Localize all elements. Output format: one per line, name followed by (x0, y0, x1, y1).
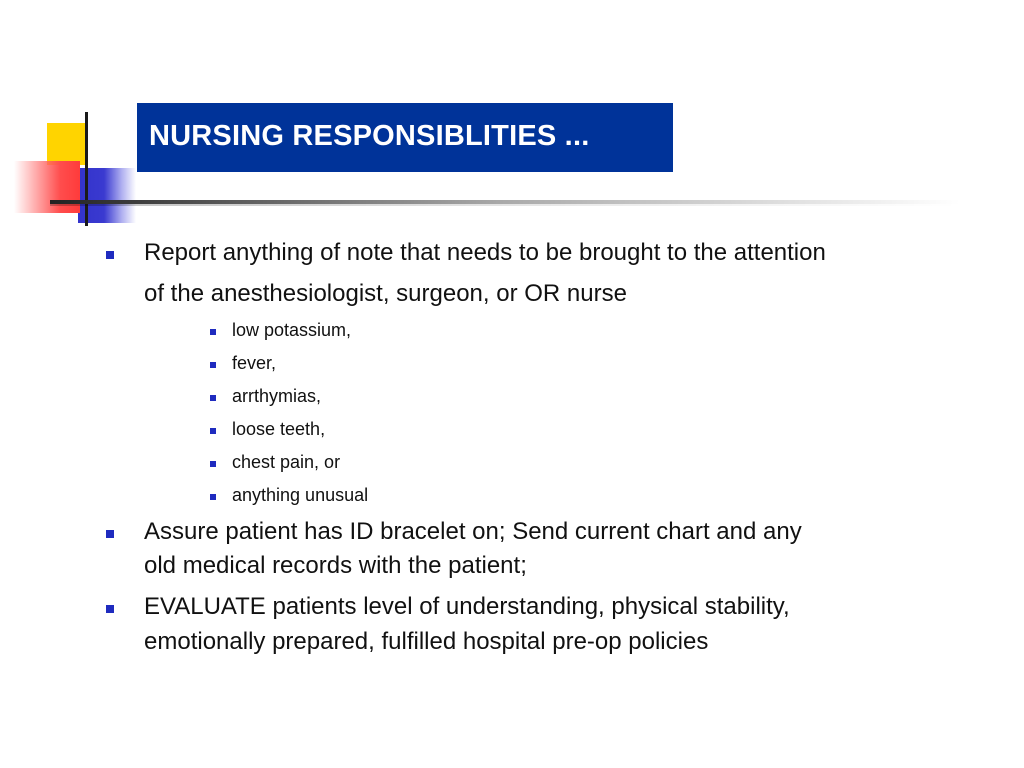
bullet-text-line: of the anesthesiologist, surgeon, or OR nurse (144, 280, 627, 307)
bullet-square-icon (210, 395, 216, 401)
bullet-square-icon (106, 251, 114, 259)
sub-bullet-text: loose teeth, (232, 419, 326, 439)
sub-bullet-text: fever, (232, 353, 277, 373)
bullet-square-icon (210, 461, 216, 467)
bullet-square-icon (106, 605, 114, 613)
sub-bullet-text: chest pain, or (232, 452, 341, 472)
bullet-square-icon (210, 428, 216, 434)
sub-bullet-text: anything unusual (232, 485, 369, 505)
bullet-square-icon (210, 329, 216, 335)
bullet-square-icon (210, 494, 216, 500)
bullet-square-icon (106, 530, 114, 538)
sub-bullet-text: low potassium, (232, 320, 352, 340)
bullet-text-line: old medical records with the patient; (144, 552, 527, 579)
sub-bullet-text: arrthymias, (232, 386, 322, 406)
slide-title: NURSING RESPONSIBLITIES ... (149, 120, 590, 152)
bullet-text-line: EVALUATE patients level of understanding, physical stability, (144, 593, 790, 620)
bullet-text-line: Assure patient has ID bracelet on; Send current chart and any (144, 518, 802, 545)
bullet-text-line: Report anything of note that needs to be brought to the attention (144, 239, 826, 266)
bullet-square-icon (210, 362, 216, 368)
bullet-text-line: emotionally prepared, fulfilled hospital pre-op policies (144, 628, 709, 655)
